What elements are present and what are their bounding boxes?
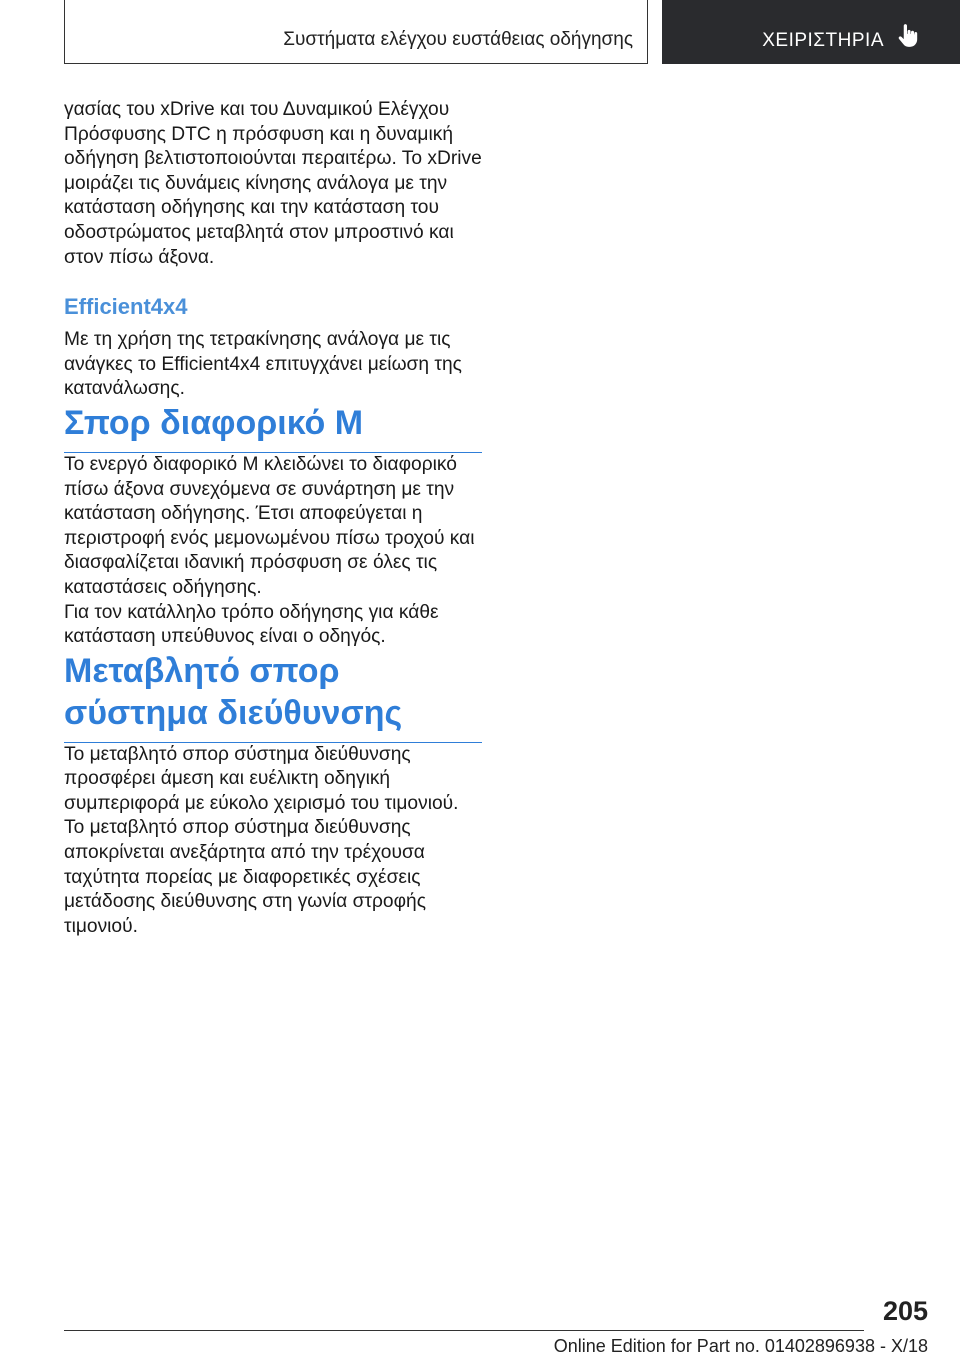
efficient-paragraph: Με τη χρήση της τετρακίνησης ανάλογα με τις ανάγκες το Efficient4x4 επιτυγχάνει μείωση της κατανάλωσης. [64,329,462,400]
section1-heading: Σπορ διαφορικό M [64,402,482,453]
section2-paragraph: Το μεταβλητό σπορ σύστημα διεύθυνσης προσφέρει άμεση και ευέλικτη οδηγική συμπεριφορά με εύκολο χειρισμό του τιμονιού. Το μεταβλητό σπορ σύστημα διεύθυνσης αποκρίνεται ανεξάρτητα από την τρέχουσα ταχύτητα πορείας με διαφορετικές σχέσεις μετάδοσης διεύθυνσης στη γωνία στροφής τιμονιού. [64,743,459,937]
page-content [64,98,482,939]
section-tab[interactable] [662,0,960,64]
section-tab-label: ΧΕΙΡΙΣΤΗΡΙΑ [762,30,884,51]
page-number: 205 [882,1296,928,1326]
section1-paragraph2: Για τον κατάλληλο τρόπο οδήγησης για κάθε κατάσταση υπεύθυνος είναι ο οδηγός. [64,601,439,648]
hand-pointer-icon [894,23,920,52]
section1-paragraph1: Το ενεργό διαφορικό M κλειδώνει το διαφορικό πίσω άξονα συνεχόμενα σε συνάρτηση με την κατάσταση οδήγησης. Έτσι αποφεύγεται η περιστροφή ενός μεμονωμένου πίσω τροχού και διασφαλίζεται ιδανική πρόσφυση σε όλες τις καταστάσεις οδήγησης. [64,453,475,598]
footer-divider [64,1330,864,1331]
chapter-header [64,0,648,64]
intro-paragraph: γασίας του xDrive και του Δυναμικού Ελέγχου Πρόσφυσης DTC η πρόσφυση και η δυναμική οδήγηση βελτιστοποιούνται περαιτέρω. Το xDrive μοιράζει τις δυνάμεις κίνησης ανάλογα με την κατάσταση οδήγησης και την κατάσταση του οδοστρώματος μεταβλητά στον μπροστινό και στον πίσω άξονα. [64,99,482,268]
section2-heading: Μεταβλητό σπορ σύστημα διεύθυνσης [64,650,482,743]
chapter-title: Συστήματα ελέγχου ευστάθειας οδήγησης [283,29,633,50]
efficient-heading: Efficient4x4 [64,294,188,320]
edition-text: Online Edition for Part no. 01402896938 - X/18 [553,1336,928,1356]
